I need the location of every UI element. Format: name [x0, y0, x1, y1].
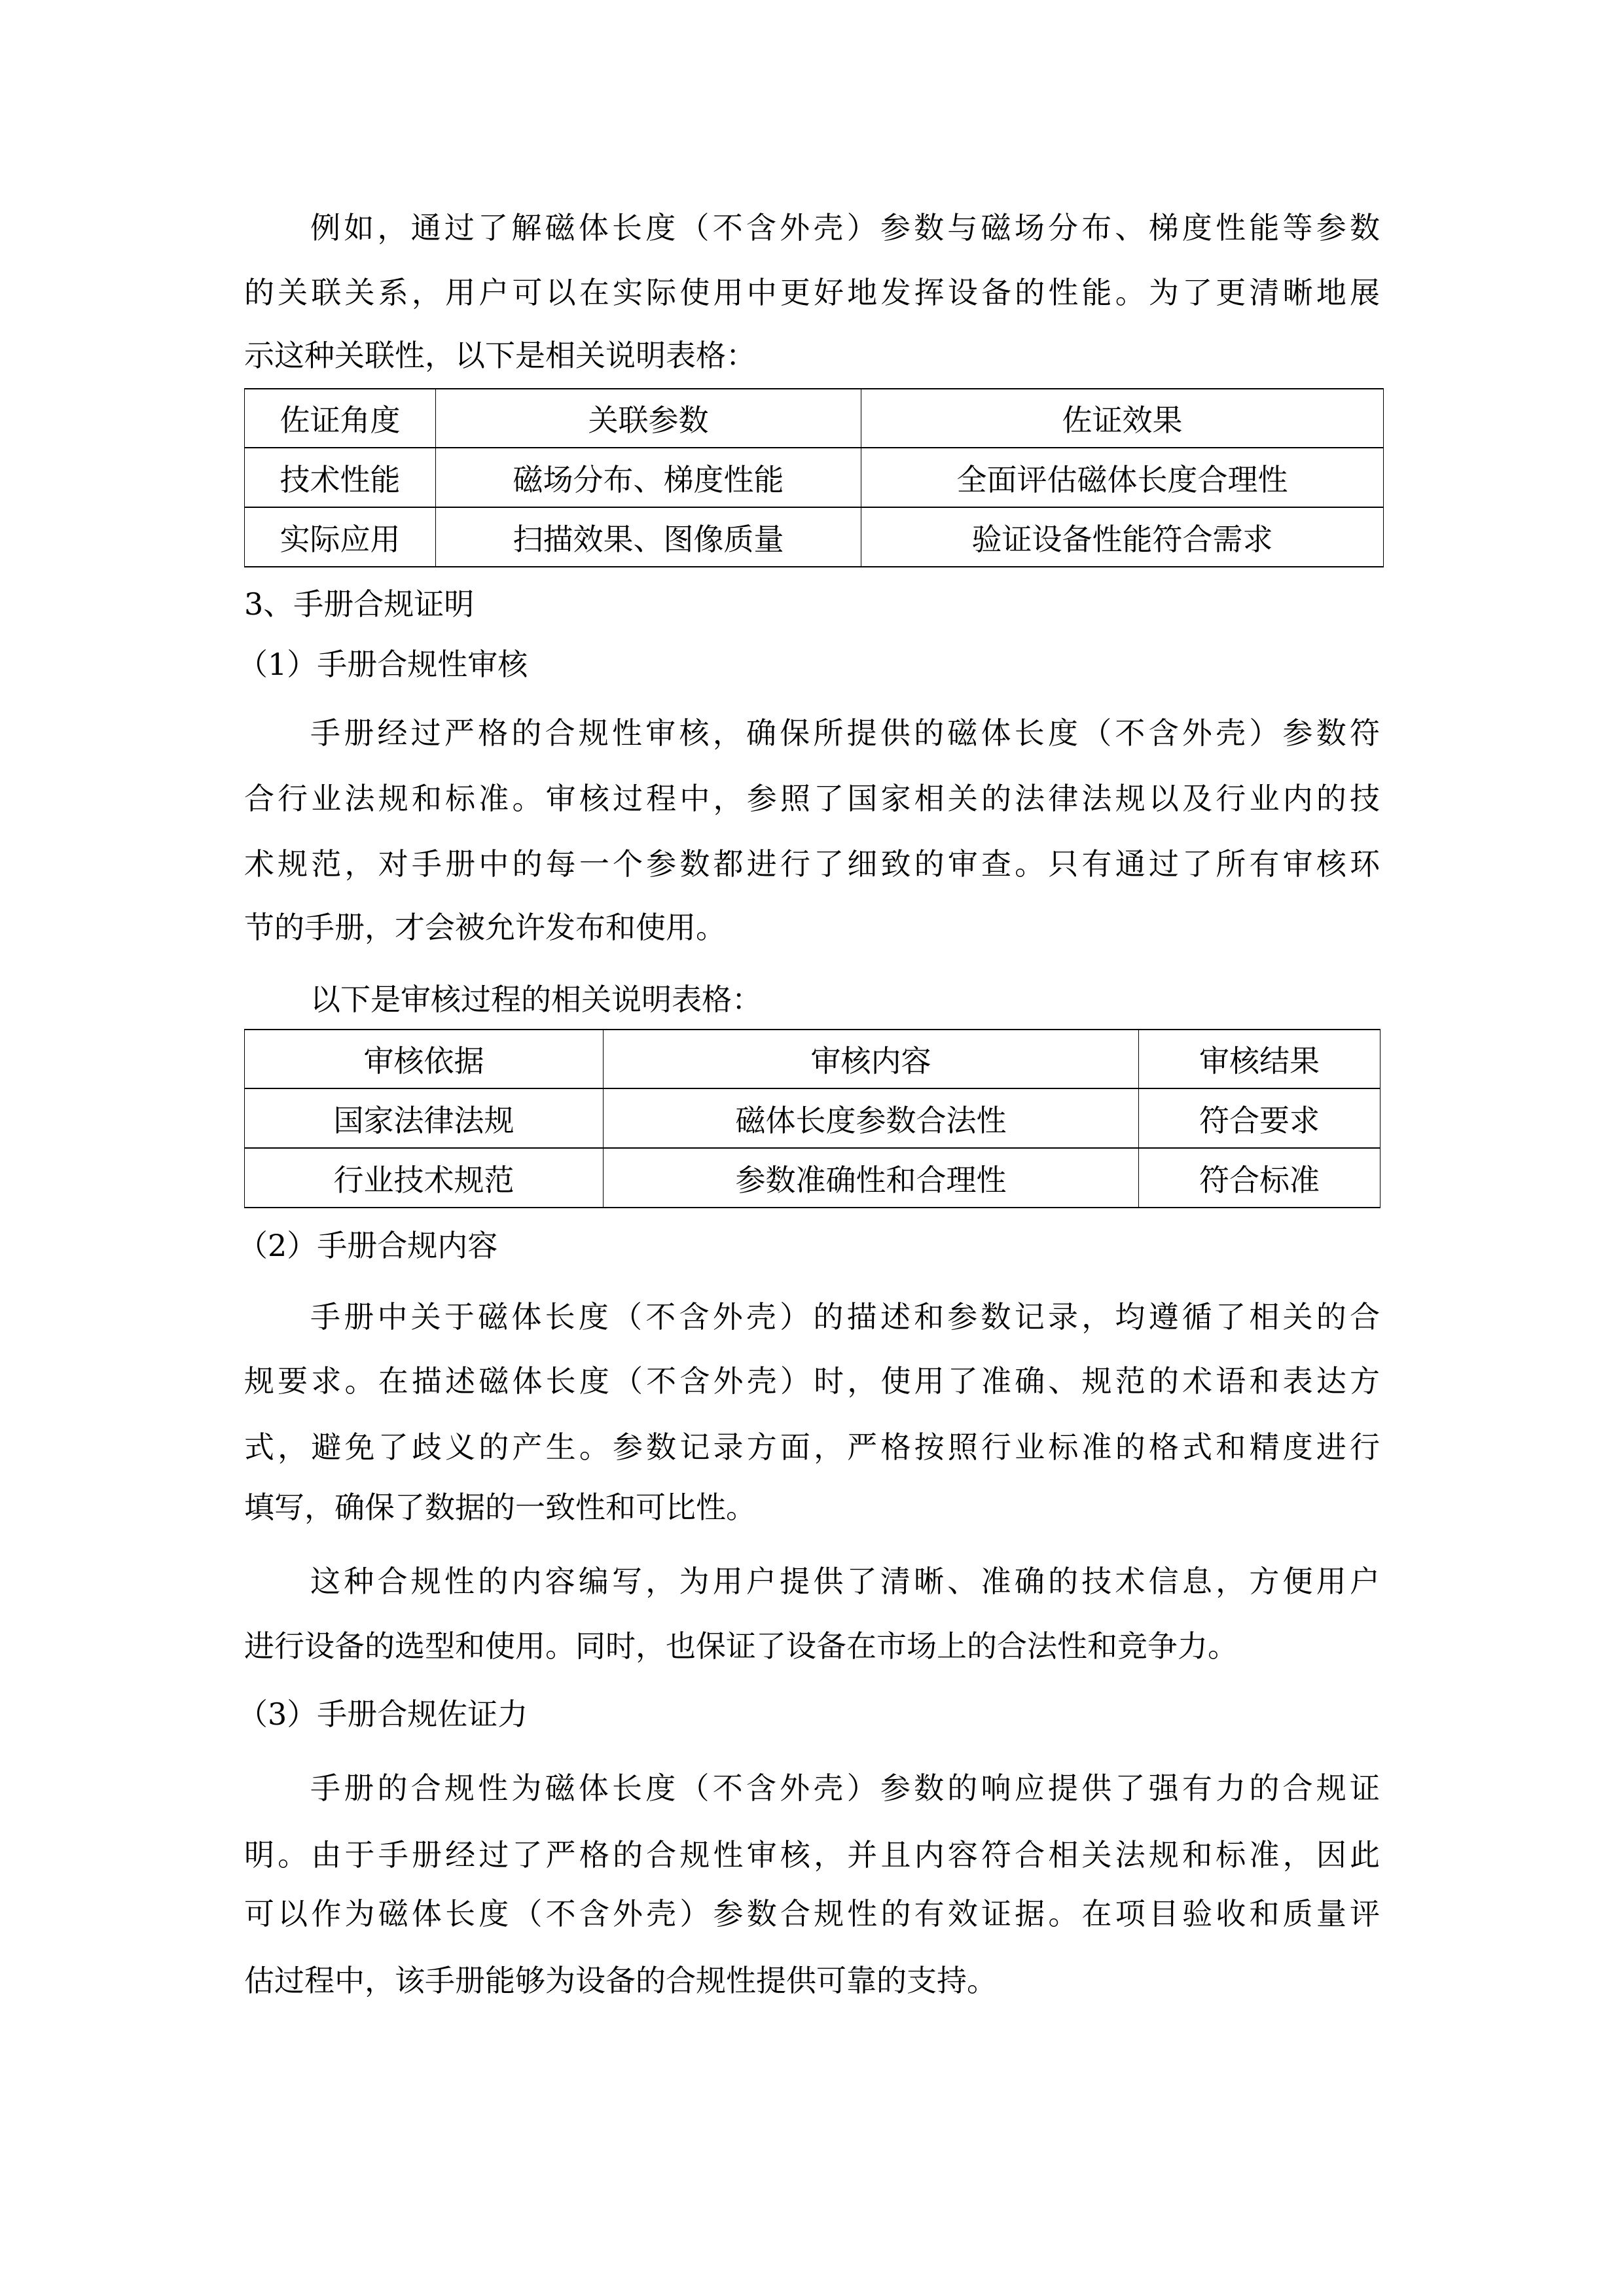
subsection-heading: （1）手册合规性审核 [238, 647, 528, 682]
subsection-heading: （3）手册合规佐证力 [238, 1696, 528, 1732]
table-header-cell: 佐证效果 [861, 389, 1384, 448]
section-heading: 3、手册合规证明 [244, 586, 475, 622]
table-row [245, 1088, 1380, 1148]
paragraph-line: 节的手册，才会被允许发布和使用。 [244, 910, 726, 945]
paragraph-line: 手册经过严格的合规性审核，确保所提供的磁体长度（不含外壳）参数符 [310, 715, 1380, 751]
paragraph-line: 规要求。在描述磁体长度（不含外壳）时，使用了准确、规范的术语和表达方 [244, 1363, 1380, 1399]
table-cell: 符合标准 [1139, 1148, 1380, 1208]
paragraph-line: 术规范，对手册中的每一个参数都进行了细致的审查。只有通过了所有审核环 [244, 846, 1380, 882]
table-cell: 技术性能 [245, 448, 436, 507]
intro-paragraph-line: 示这种关联性，以下是相关说明表格： [244, 338, 756, 373]
paragraph-line: 手册的合规性为磁体长度（不含外壳）参数的响应提供了强有力的合规证 [310, 1770, 1380, 1806]
table-header-cell: 审核依据 [245, 1030, 604, 1088]
subsection-heading: （2）手册合规内容 [238, 1228, 498, 1263]
paragraph-line: 手册中关于磁体长度（不含外壳）的描述和参数记录，均遵循了相关的合 [310, 1299, 1380, 1335]
paragraph-line: 进行设备的选型和使用。同时，也保证了设备在市场上的合法性和竞争力。 [244, 1628, 1238, 1664]
table-cell: 扫描效果、图像质量 [436, 507, 861, 567]
table-header-cell: 审核结果 [1139, 1030, 1380, 1088]
table-header-cell: 佐证角度 [245, 389, 436, 448]
table-cell: 实际应用 [245, 507, 436, 567]
correlation-table [244, 388, 1384, 567]
table-header-row [245, 389, 1384, 448]
paragraph-line: 可以作为磁体长度（不含外壳）参数合规性的有效证据。在项目验收和质量评 [244, 1896, 1380, 1931]
table-header-row [245, 1030, 1380, 1088]
table-row [245, 507, 1384, 567]
table-cell: 磁体长度参数合法性 [604, 1088, 1139, 1148]
table-cell: 全面评估磁体长度合理性 [861, 448, 1384, 507]
paragraph-line: 式，避免了歧义的产生。参数记录方面，严格按照行业标准的格式和精度进行 [244, 1429, 1380, 1465]
table-cell: 国家法律法规 [245, 1088, 604, 1148]
table-intro: 以下是审核过程的相关说明表格： [310, 982, 762, 1017]
table-cell: 参数准确性和合理性 [604, 1148, 1139, 1208]
intro-paragraph-line: 例如，通过了解磁体长度（不含外壳）参数与磁场分布、梯度性能等参数 [310, 210, 1380, 245]
table-cell: 符合要求 [1139, 1088, 1380, 1148]
paragraph-line: 这种合规性的内容编写，为用户提供了清晰、准确的技术信息，方便用户 [310, 1564, 1380, 1599]
paragraph-line: 估过程中，该手册能够为设备的合规性提供可靠的支持。 [244, 1963, 997, 1998]
table-row [245, 1148, 1380, 1208]
paragraph-line: 填写，确保了数据的一致性和可比性。 [244, 1490, 756, 1525]
audit-table [244, 1029, 1380, 1208]
table-header-cell: 审核内容 [604, 1030, 1139, 1088]
table-row [245, 448, 1384, 507]
intro-paragraph-line: 的关联关系，用户可以在实际使用中更好地发挥设备的性能。为了更清晰地展 [244, 275, 1380, 310]
paragraph-line: 合行业法规和标准。审核过程中，参照了国家相关的法律法规以及行业内的技 [244, 781, 1380, 816]
table-cell: 行业技术规范 [245, 1148, 604, 1208]
table-header-cell: 关联参数 [436, 389, 861, 448]
paragraph-line: 明。由于手册经过了严格的合规性审核，并且内容符合相关法规和标准，因此 [244, 1837, 1380, 1873]
table-cell: 磁场分布、梯度性能 [436, 448, 861, 507]
table-cell: 验证设备性能符合需求 [861, 507, 1384, 567]
